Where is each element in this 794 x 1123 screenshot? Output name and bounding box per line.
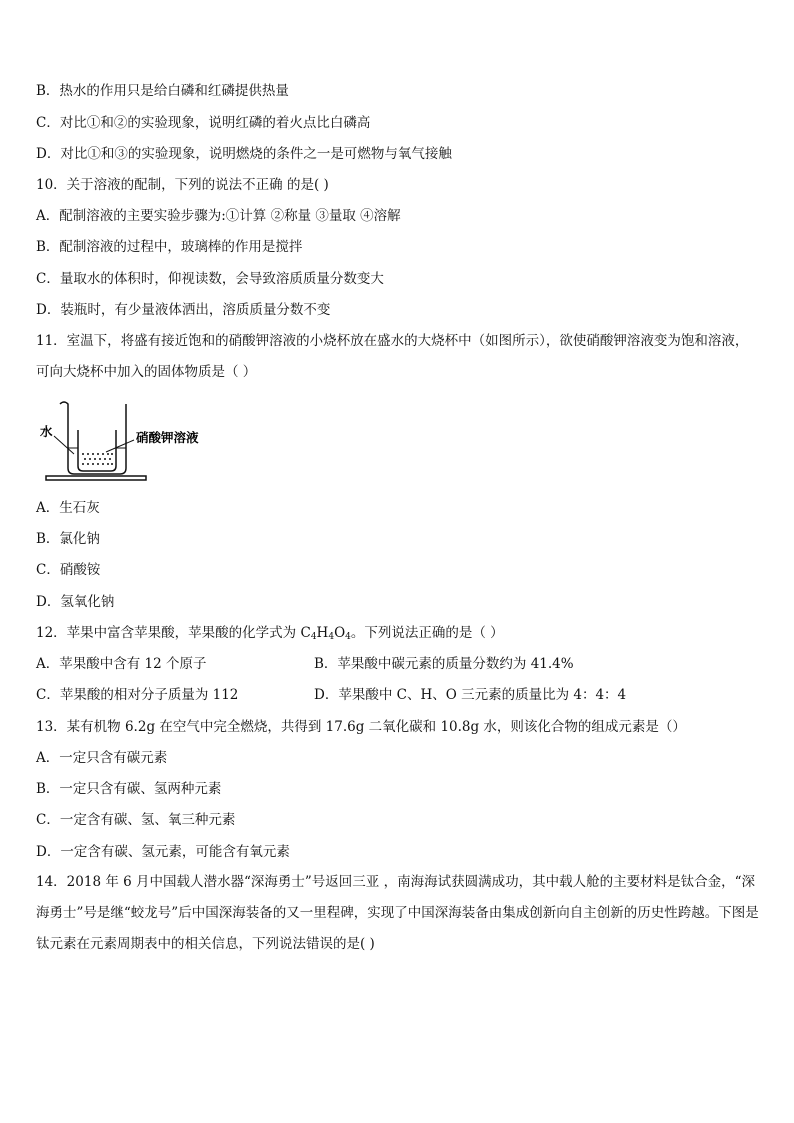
q11-stem: 11．室温下，将盛有接近饱和的硝酸钾溶液的小烧杯放在盛水的大烧杯中（如图所示），欲使硝酸钾溶液变为饱和溶液，可向大烧杯中加入的固体物质是（ ） (36, 333, 749, 380)
q13-option-d: D．一定含有碳、氢元素，可能含有氧元素 (36, 844, 290, 860)
q11-option-b: B．氯化钠 (36, 531, 100, 547)
q12-stem-pre: 12．苹果中富含苹果酸，苹果酸的化学式为 C (36, 625, 311, 641)
q10-option-b: B．配制溶液的过程中，玻璃棒的作用是搅拌 (36, 239, 303, 255)
q12-option-a: A．苹果酸中含有 12 个原子 (36, 656, 207, 672)
formula-h-subscript: 4 (328, 632, 335, 642)
q10-option-d: D．装瓶时，有少量液体洒出，溶质质量分数不变 (36, 302, 331, 318)
figure-label-solution: 硝酸钾溶液 (136, 430, 199, 445)
q13-option-a: A．一定只含有碳元素 (36, 750, 168, 766)
formula-c-subscript: 4 (310, 632, 317, 642)
q11-option-c: C．硝酸铵 (36, 562, 101, 578)
q10-option-a: A．配制溶液的主要实验步骤为:①计算 ②称量 ③量取 ④溶解 (36, 208, 401, 224)
q12-stem-post: 。下列说法正确的是（ ） (350, 625, 504, 641)
q9-option-d: D．对比①和③的实验现象，说明燃烧的条件之一是可燃物与氧气接触 (36, 146, 452, 162)
beaker-base (46, 476, 146, 480)
formula-o: O (334, 625, 346, 641)
formula-h: H (316, 625, 329, 641)
formula-o-subscript: 4 (345, 632, 351, 642)
q9-option-c: C．对比①和②的实验现象，说明红磷的着火点比白磷高 (36, 115, 371, 131)
figure-label-water: 水 (40, 424, 53, 439)
q10-stem: 10．关于溶液的配制，下列的说法不正确 的是( ) (36, 177, 329, 193)
q10-option-c: C．量取水的体积时，仰视读数，会导致溶质质量分数变大 (36, 271, 384, 287)
water-leader-line (54, 436, 74, 454)
q11-option-a: A．生石灰 (36, 500, 100, 516)
q11-option-d: D．氢氧化钠 (36, 594, 115, 610)
q12-stem (36, 624, 504, 646)
q13-stem: 13．某有机物 6.2g 在空气中完全燃烧，共得到 17.6g 二氧化碳和 10.8g 水，则该化合物的组成元素是（） (36, 719, 686, 735)
q13-option-c: C．一定含有碳、氢、氧三种元素 (36, 812, 236, 828)
q14-stem: 14．2018 年 6 月中国载人潜水器“深海勇士”号返回三亚 ，南海海试获圆满成功，其中载人舱的主要材料是钛合金，“深海勇士”号是继“蛟龙号”后中国深海装备的又一里程碑，实现了中国深海装备由集成创新向自主创新的历史性跨越。下图是钛元素在元素周期表中的相关信息，下列说法错误的是( ) (36, 874, 759, 952)
q12-option-b: B．苹果酸中碳元素的质量分数约为 41.4% (314, 656, 574, 672)
q12-option-c: C．苹果酸的相对分子质量为 112 (36, 687, 239, 703)
q9-option-b: B．热水的作用只是给白磷和红磷提供热量 (36, 83, 289, 99)
q12-option-d: D．苹果酸中 C、H、O 三元素的质量比为 4：4：4 (314, 687, 627, 703)
beaker-figure (36, 396, 226, 488)
q13-option-b: B．一定只含有碳、氢两种元素 (36, 781, 222, 797)
solution-leader-line (106, 440, 134, 452)
solution-dots (82, 453, 113, 465)
